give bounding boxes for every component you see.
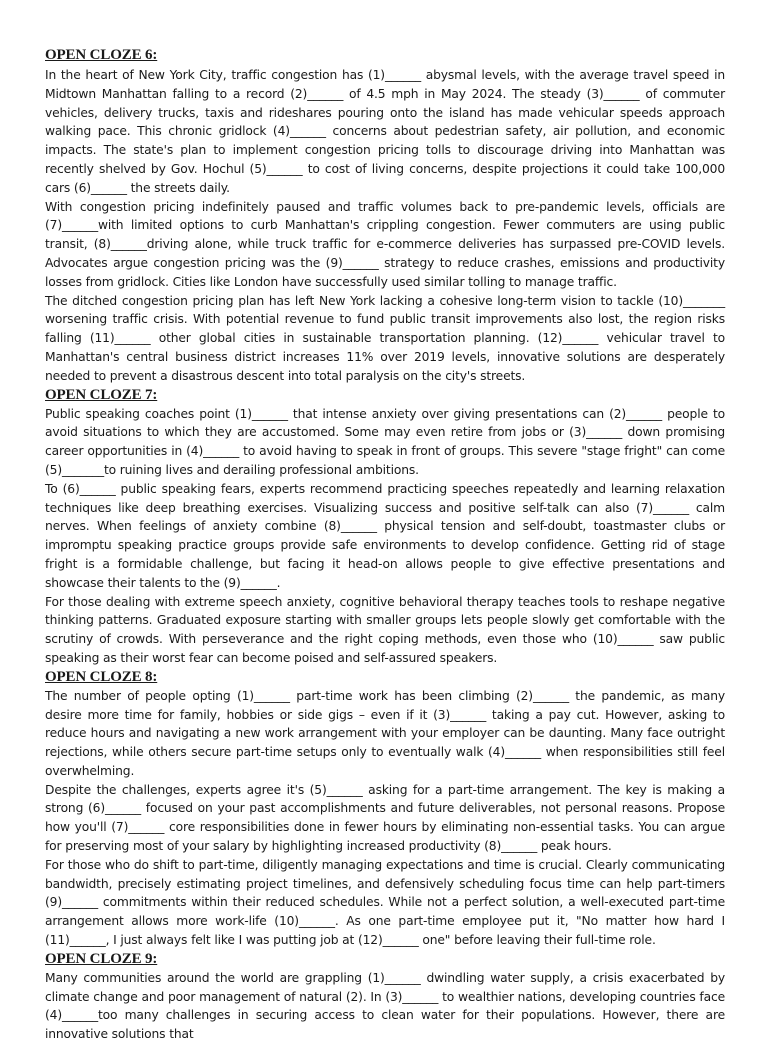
document-page — [45, 46, 725, 1044]
paragraph: The number of people opting (1)______ part-time work has been climbing (2)______ the pandemic, as many desire more time for family, hobbies or side gigs – even if it (3)______ taking a pay cut. However, asking to reduce hours and navigating a new work arrangement with your employer can be daunting. Many face outright rejections, while others secure part-time setups only to eventually walk (4)______ when responsibilities still feel overwhelming. — [45, 688, 725, 778]
paragraph: To (6)______ public speaking fears, experts recommend practicing speeches repeatedly and learning relaxation techniques like deep breathing exercises. Visualizing success and positive self-talk can also (7)______ calm nerves. When feelings of anxiety combine (8)______ physical tension and self-doubt, toastmaster clubs or impromptu speaking practice groups provide safe environments to develop confidence. Getting rid of stage fright is a formidable challenge, but facing it head-on allows people to give effective presentations and showcase their talents to the (9)______. — [45, 481, 725, 590]
paragraph: The ditched congestion pricing plan has left New York lacking a cohesive long-term vision to tackle (10)_______ worsening traffic crisis. With potential revenue to fund public transit improvements also lost, the region risks falling (11)______ other global cities in sustainable transportation planning. (12)______ vehicular travel to Manhattan's central business district increases 11% over 2019 levels, innovative solutions are desperately needed to prevent a disastrous descent into total paralysis on the city's streets. — [45, 293, 725, 383]
paragraph: Many communities around the world are grappling (1)______ dwindling water supply, a crisis exacerbated by climate change and poor management of natural (2). In (3)______ to wealthier nations, developing countries face (4)______too many challenges in securing access to clean water for their populations. However, there are innovative solutions that — [45, 970, 725, 1042]
section-heading: OPEN CLOZE 8: — [45, 668, 158, 685]
paragraph: In the heart of New York City, traffic congestion has (1)______ abysmal levels, with the average travel speed in Midtown Manhattan falling to a record (2)______ of 4.5 mph in May 2024. The steady (3)______ of commuter vehicles, delivery trucks, taxis and rideshares pouring onto the island has made vehicular speeds approach walking pace. This chronic gridlock (4)______ concerns about pedestrian safety, air pollution, and economic impacts. The state's plan to implement congestion pricing tolls to discourage driving into Manhattan was recently shelved by Gov. Hochul (5)______ to cost of living concerns, despite projections it could take 100,000 cars (6)______ the streets daily. — [45, 68, 725, 195]
cloze-section-8 — [45, 668, 725, 950]
section-heading: OPEN CLOZE 6: — [45, 47, 158, 63]
cloze-section-7 — [45, 386, 725, 668]
section-heading: OPEN CLOZE 9: — [45, 950, 158, 967]
paragraph: For those dealing with extreme speech anxiety, cognitive behavioral therapy teaches tools to reshape negative thinking patterns. Graduated exposure starting with smaller groups lets people slowly get comfortable with the scrutiny of crowds. With perseverance and the right coping methods, even those who (10)______ saw public speaking as their worst fear can become poised and self-assured speakers. — [45, 594, 725, 665]
paragraph: Despite the challenges, experts agree it's (5)______ asking for a part-time arrangement. The key is making a strong (6)______ focused on your past accomplishments and future deliverables, not personal reasons. Propose how you'll (7)______ core responsibilities done in fewer hours by eliminating non-essential tasks. You can argue for preserving most of your salary by highlighting increased productivity (8)______ peak hours. — [45, 782, 725, 854]
section-heading: OPEN CLOZE 7: — [45, 386, 158, 403]
paragraph: Public speaking coaches point (1)______ that intense anxiety over giving presentations can (2)______ people to avoid situations to which they are accustomed. Some may even retire from jobs or (3)______ down promising career opportunities in (4)______ to avoid having to speak in front of groups. This severe "stage fright" can come (5)_______to ruining lives and derailing professional ambitions. — [45, 406, 725, 477]
cloze-section-6 — [45, 46, 725, 386]
cloze-section-9 — [45, 950, 725, 1044]
paragraph: For those who do shift to part-time, diligently managing expectations and time is crucial. Clearly communicating bandwidth, precisely estimating project timelines, and defensively scheduling focus time can help part-timers (9)______ commitments within their reduced schedules. While not a perfect solution, a well-executed part-time arrangement allows more work-life (10)______. As one part-time employee put it, "No matter how hard I (11)______, I just always felt like I was putting job at (12)______ one" before leaving their full-time role. — [45, 857, 725, 948]
paragraph: With congestion pricing indefinitely paused and traffic volumes back to pre-pandemic levels, officials are (7)______with limited options to curb Manhattan's crippling congestion. Fewer commuters are using public transit, (8)______driving alone, while truck traffic for e-commerce deliveries has surpassed pre-COVID levels. Advocates argue congestion pricing was the (9)______ strategy to reduce crashes, emissions and productivity losses from gridlock. Cities like London have successfully used similar tolling to manage traffic. — [45, 199, 725, 289]
